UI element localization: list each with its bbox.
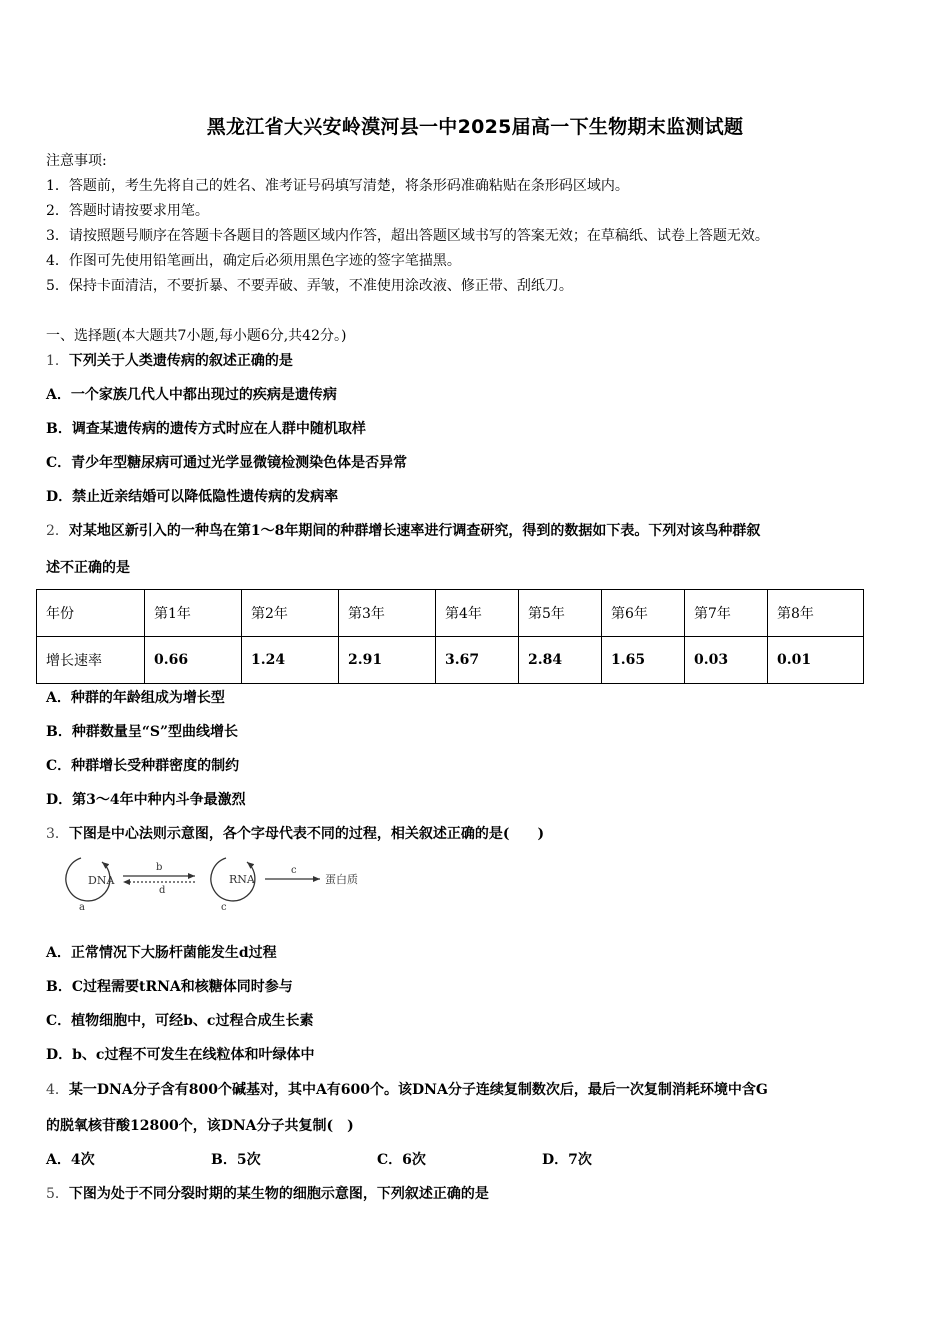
central-dogma-diagram: [55, 852, 385, 914]
question-stem: 下图是中心法则示意图，各个字母代表不同的过程，相关叙述正确的是( ): [68, 826, 545, 842]
table-cell: 第5年: [519, 590, 602, 637]
option: B．种群数量呈“S”型曲线增长: [46, 724, 239, 740]
rna-label: RNA: [229, 873, 255, 886]
question-5: [46, 1184, 489, 1204]
question-stem: 对某地区新引入的一种鸟在第1〜8年期间的种群增长速率进行调查研究，得到的数据如下表。下列对该鸟种群叙: [68, 523, 761, 539]
process-label-c-lower: c: [221, 902, 227, 913]
question-2: [46, 521, 760, 541]
table-cell: 第8年: [768, 590, 864, 637]
option: B．5次: [211, 1152, 261, 1168]
process-label-d: d: [159, 885, 166, 896]
question-3: [46, 824, 544, 844]
question-stem: 某一DNA分子含有800个碱基对，其中A有600个。该DNA分子连续复制数次后，最后一次复制消耗环境中含G: [68, 1082, 768, 1098]
table-cell: 第2年: [242, 590, 339, 637]
question-stem: 下列关于人类遗传病的叙述正确的是: [68, 353, 293, 369]
dna-label: DNA: [88, 874, 115, 887]
question-number: 2．: [46, 523, 69, 539]
table-cell: 第6年: [602, 590, 685, 637]
option: A．种群的年龄组成为增长型: [46, 690, 225, 706]
table-row: [37, 637, 864, 684]
table-cell: 年份: [37, 590, 145, 637]
notice-item: 5．保持卡面清洁，不要折暴、不要弄破、弄皱，不准使用涂改液、修正带、刮纸刀。: [46, 278, 573, 294]
notice-item: 4．作图可先使用铅笔画出，确定后必须用黑色字迹的签字笔描黑。: [46, 253, 461, 269]
option: B．C过程需要tRNA和核糖体同时参与: [46, 979, 293, 995]
option: D．第3〜4年中种内斗争最激烈: [46, 792, 246, 808]
question-stem-cont: 述不正确的是: [46, 560, 130, 576]
section-heading: 一、选择题(本大题共7小题,每小题6分,共42分。): [46, 328, 347, 344]
process-label-a: a: [79, 902, 85, 913]
question-number: 4．: [46, 1082, 69, 1098]
table-cell: 1.65: [602, 637, 685, 684]
table-cell: 0.66: [145, 637, 242, 684]
option: D．禁止近亲结婚可以降低隐性遗传病的发病率: [46, 489, 339, 505]
table-cell: 3.67: [436, 637, 519, 684]
table-cell: 0.01: [768, 637, 864, 684]
notice-item: 3．请按照题号顺序在答题卡各题目的答题区域内作答，超出答题区域书写的答案无效；在草稿纸、试卷上答题无效。: [46, 228, 769, 244]
option: A．一个家族几代人中都出现过的疾病是遗传病: [46, 387, 337, 403]
page-title: 黑龙江省大兴安岭漠河县一中2025届高一下生物期末监测试题: [206, 116, 744, 138]
question-stem: 下图为处于不同分裂时期的某生物的细胞示意图，下列叙述正确的是: [68, 1186, 489, 1202]
question-stem-cont: 的脱氧核苷酸12800个，该DNA分子共复制( ): [46, 1118, 354, 1134]
notice-heading: 注意事项:: [46, 153, 107, 169]
option: D．7次: [542, 1152, 592, 1168]
growth-rate-table: [36, 589, 864, 684]
question-4: [46, 1080, 768, 1100]
protein-label: 蛋白质: [325, 873, 358, 886]
notice-item: 2．答题时请按要求用笔。: [46, 203, 209, 219]
option: C．6次: [377, 1152, 426, 1168]
table-cell: 增长速率: [37, 637, 145, 684]
option: A．正常情况下大肠杆菌能发生d过程: [46, 945, 277, 961]
table-cell: 2.84: [519, 637, 602, 684]
question-number: 3．: [46, 826, 69, 842]
table-cell: 1.24: [242, 637, 339, 684]
table-cell: 第1年: [145, 590, 242, 637]
table-cell: 0.03: [685, 637, 768, 684]
option: D．b、c过程不可发生在线粒体和叶绿体中: [46, 1047, 315, 1063]
notice-item: 1．答题前，考生先将自己的姓名、准考证号码填写清楚，将条形码准确粘贴在条形码区域内。: [46, 178, 629, 194]
table-cell: 2.91: [339, 637, 436, 684]
option: C．青少年型糖尿病可通过光学显微镜检测染色体是否异常: [46, 455, 408, 471]
table-cell: 第3年: [339, 590, 436, 637]
question-number: 1．: [46, 353, 69, 369]
process-label-b: b: [156, 862, 163, 873]
question-number: 5．: [46, 1186, 69, 1202]
option: C．种群增长受种群密度的制约: [46, 758, 240, 774]
question-1: [46, 351, 293, 371]
option: B．调查某遗传病的遗传方式时应在人群中随机取样: [46, 421, 366, 437]
option: C．植物细胞中，可经b、c过程合成生长素: [46, 1013, 314, 1029]
table-cell: 第4年: [436, 590, 519, 637]
option: A．4次: [46, 1152, 95, 1168]
table-cell: 第7年: [685, 590, 768, 637]
process-label-c: c: [291, 865, 297, 876]
table-header-row: [37, 590, 864, 637]
